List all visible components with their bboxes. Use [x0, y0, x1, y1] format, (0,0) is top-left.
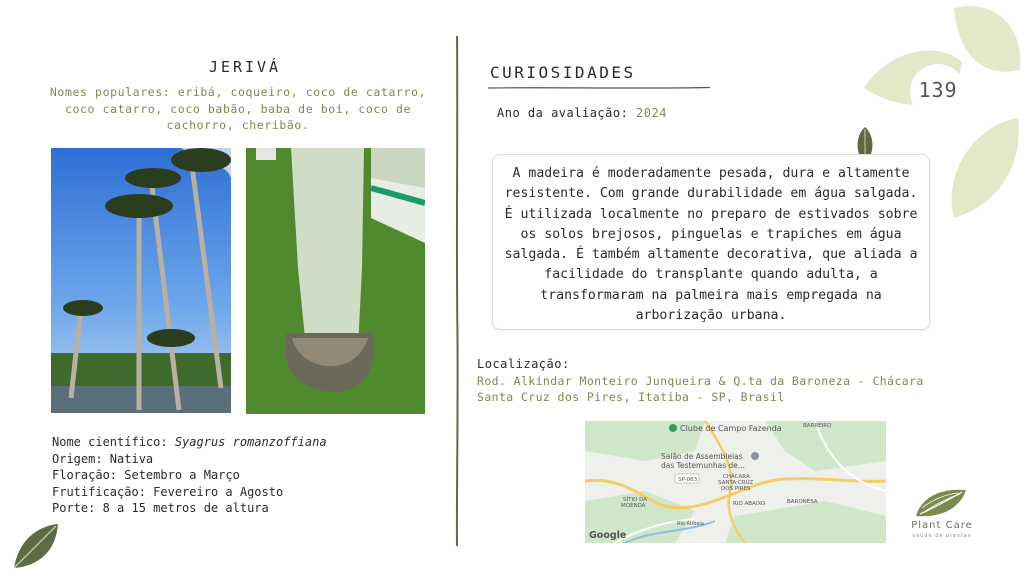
origin-row: Origem: Nativa: [52, 451, 154, 466]
map-label-salao-1: Salão de Assembleias: [661, 452, 743, 461]
evaluation-year-label: Ano da avaliação:: [497, 106, 637, 120]
evaluation-year-value: 2024: [636, 106, 667, 120]
map-label-baronesa: BARONESA: [787, 499, 818, 505]
map-label-sitio-2: MOENDA: [621, 503, 646, 509]
fruiting-row: Frutificação: Fevereiro a Agosto: [52, 484, 284, 499]
page-number: 139: [918, 78, 958, 102]
palm-trees-photo: [51, 148, 231, 413]
scientific-name: Syagrus romanzoffiana: [174, 435, 327, 449]
brand-name: Plant Care: [911, 520, 973, 531]
brand-tagline: saúde de plantas: [912, 533, 972, 539]
scientific-name-row: [52, 434, 452, 451]
map-label-salao-2: das Testemunhas de...: [661, 461, 746, 470]
map-label-rio-abaixo: RIO ABAIXO: [733, 501, 766, 507]
curiosities-text: A madeira é moderadamente pesada, dura e altamente resistente. Com grande durabilidade em água salgada. É utilizada localmente no preparo de estivados sobre os solos brejosos, pinguelas e trapiches em água salgada. É também altamente decorativa, que aliada a facilidade do transplante quando adulta, a transformaram na palmeira mais empregada na arborização urbana.: [492, 154, 930, 330]
plant-care-logo-icon: [912, 486, 970, 518]
location-map[interactable]: [585, 421, 886, 543]
location-label: Localização:: [477, 357, 570, 371]
plant-title: JERIVÁ: [208, 58, 282, 76]
trunk-photo: [246, 148, 425, 414]
map-label-chacara-3: DOS PIRES: [721, 486, 751, 492]
scientific-name-label: Nome científico:: [52, 435, 175, 449]
curiosities-title: CURIOSIDADES: [490, 63, 636, 82]
flowering-row: Floração: Setembro a Março: [52, 468, 240, 482]
map-label-river: Rio Atibaia: [677, 521, 704, 527]
google-logo: Google: [589, 530, 627, 541]
size-row: Porte: 8 a 15 metros de altura: [52, 501, 269, 515]
popular-names: Nomes populares: eribá, coqueiro, coco de catarro, coco catarro, coco babão, baba de boi, coco de cachorro, cheribão.: [49, 85, 427, 132]
map-label-sitio-1: SÍTIO DA: [623, 497, 648, 503]
map-label-barreiro: BARREIRO: [803, 423, 832, 429]
evaluation-year: [497, 106, 667, 120]
plant-details: [52, 434, 452, 517]
title-underline: [488, 86, 710, 90]
map-label-chacara-1: CHÁCARA: [723, 474, 750, 480]
map-label-club: Clube de Campo Fazenda: [680, 424, 782, 433]
location-address: Rod. Alkindar Monteiro Junqueira & Q.ta da Baroneza - Chácara Santa Cruz dos Pires, Itatiba - SP, Brasil: [477, 374, 924, 404]
map-label-road: SP-063: [678, 477, 698, 483]
leaf-icon: [10, 522, 62, 570]
vertical-divider: [454, 36, 460, 546]
map-label-chacara-2: SANTA CRUZ: [718, 480, 754, 486]
